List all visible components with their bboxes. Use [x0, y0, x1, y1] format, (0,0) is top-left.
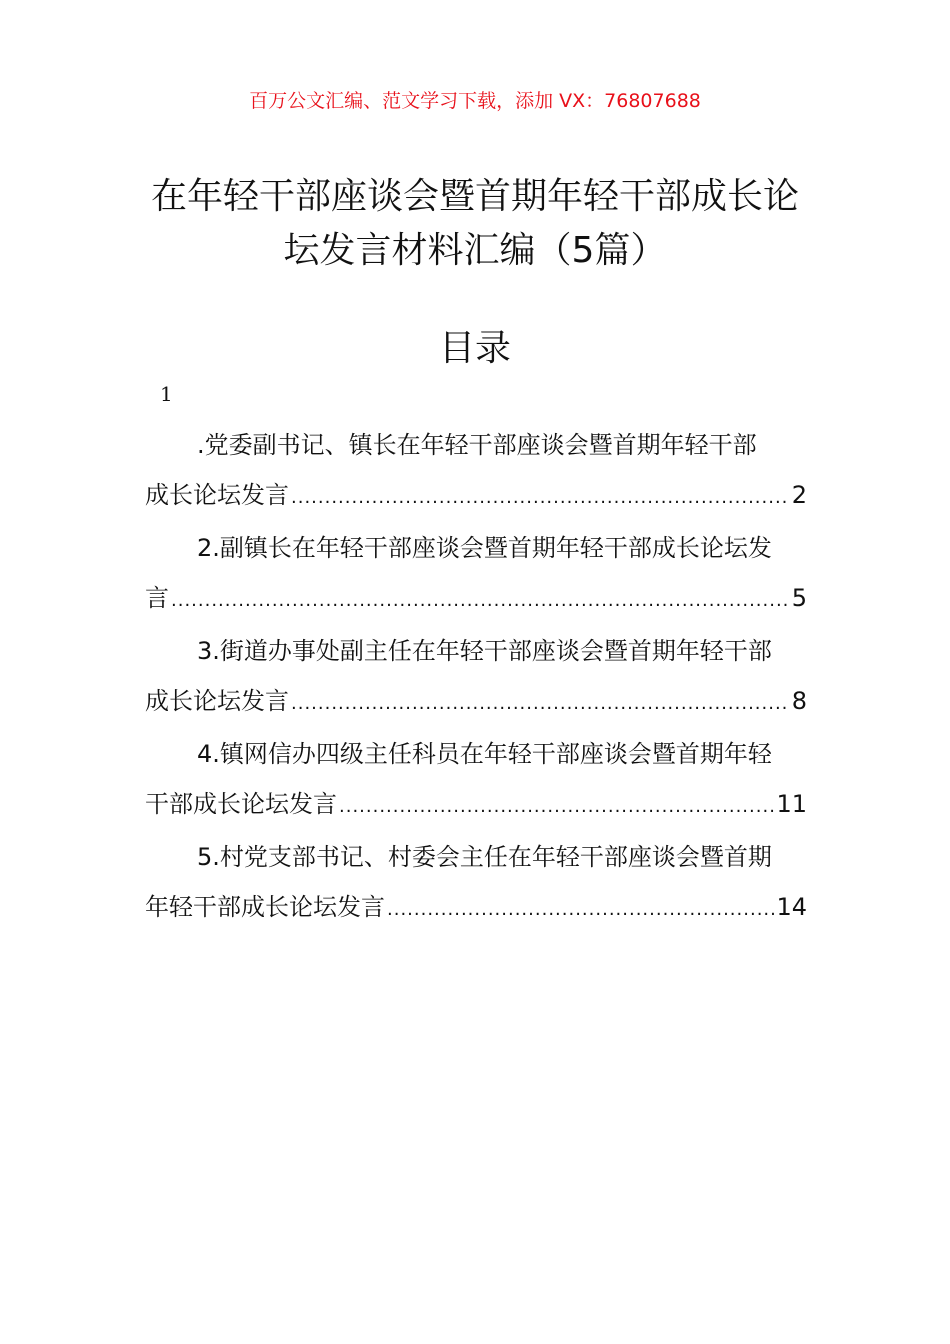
toc-leader-dots [339, 779, 774, 832]
toc-heading: 目录 [438, 328, 511, 369]
toc-page-number: 11 [776, 790, 807, 818]
toc-entry[interactable] [145, 523, 807, 626]
toc-entry[interactable] [145, 420, 807, 523]
toc-entry[interactable] [145, 626, 807, 729]
toc-page-number: 8 [791, 687, 807, 715]
toc-leader-dots [387, 882, 774, 935]
toc-entry-title-cont: 干部成长论坛发言 [145, 790, 337, 818]
document-title [100, 170, 850, 278]
table-of-contents [145, 420, 807, 935]
toc-entry-title: 4.镇网信办四级主任科员在年轻干部座谈会暨首期年轻 [197, 740, 772, 768]
toc-leader-dots [291, 470, 790, 523]
toc-leader-dots [291, 676, 790, 729]
toc-entry[interactable] [145, 832, 807, 935]
toc-leader-dots [171, 573, 790, 626]
title-line-2: 坛发言材料汇编（5篇） [283, 230, 667, 271]
toc-page-number: 5 [791, 584, 807, 612]
toc-entry-title: .党委副书记、镇长在年轻干部座谈会暨首期年轻干部 [197, 431, 757, 459]
toc-entry-title-cont: 成长论坛发言 [145, 687, 289, 715]
toc-page-number: 14 [776, 893, 807, 921]
toc-page-number: 2 [791, 481, 807, 509]
toc-entry[interactable] [145, 729, 807, 832]
header-note: 百万公文汇编、范文学习下载，添加 VX：76807688 [249, 90, 701, 112]
toc-entry-title-cont: 言 [145, 584, 169, 612]
toc-entry-title-cont: 年轻干部成长论坛发言 [145, 893, 385, 921]
title-line-1: 在年轻干部座谈会暨首期年轻干部成长论 [150, 176, 799, 217]
toc-entry-title: 2.副镇长在年轻干部座谈会暨首期年轻干部成长论坛发 [197, 534, 772, 562]
toc-entry-title-cont: 成长论坛发言 [145, 481, 289, 509]
toc-entry-title: 5.村党支部书记、村委会主任在年轻干部座谈会暨首期 [197, 843, 772, 871]
page-number: 1 [160, 382, 173, 406]
toc-entry-title: 3.街道办事处副主任在年轻干部座谈会暨首期年轻干部 [197, 637, 772, 665]
